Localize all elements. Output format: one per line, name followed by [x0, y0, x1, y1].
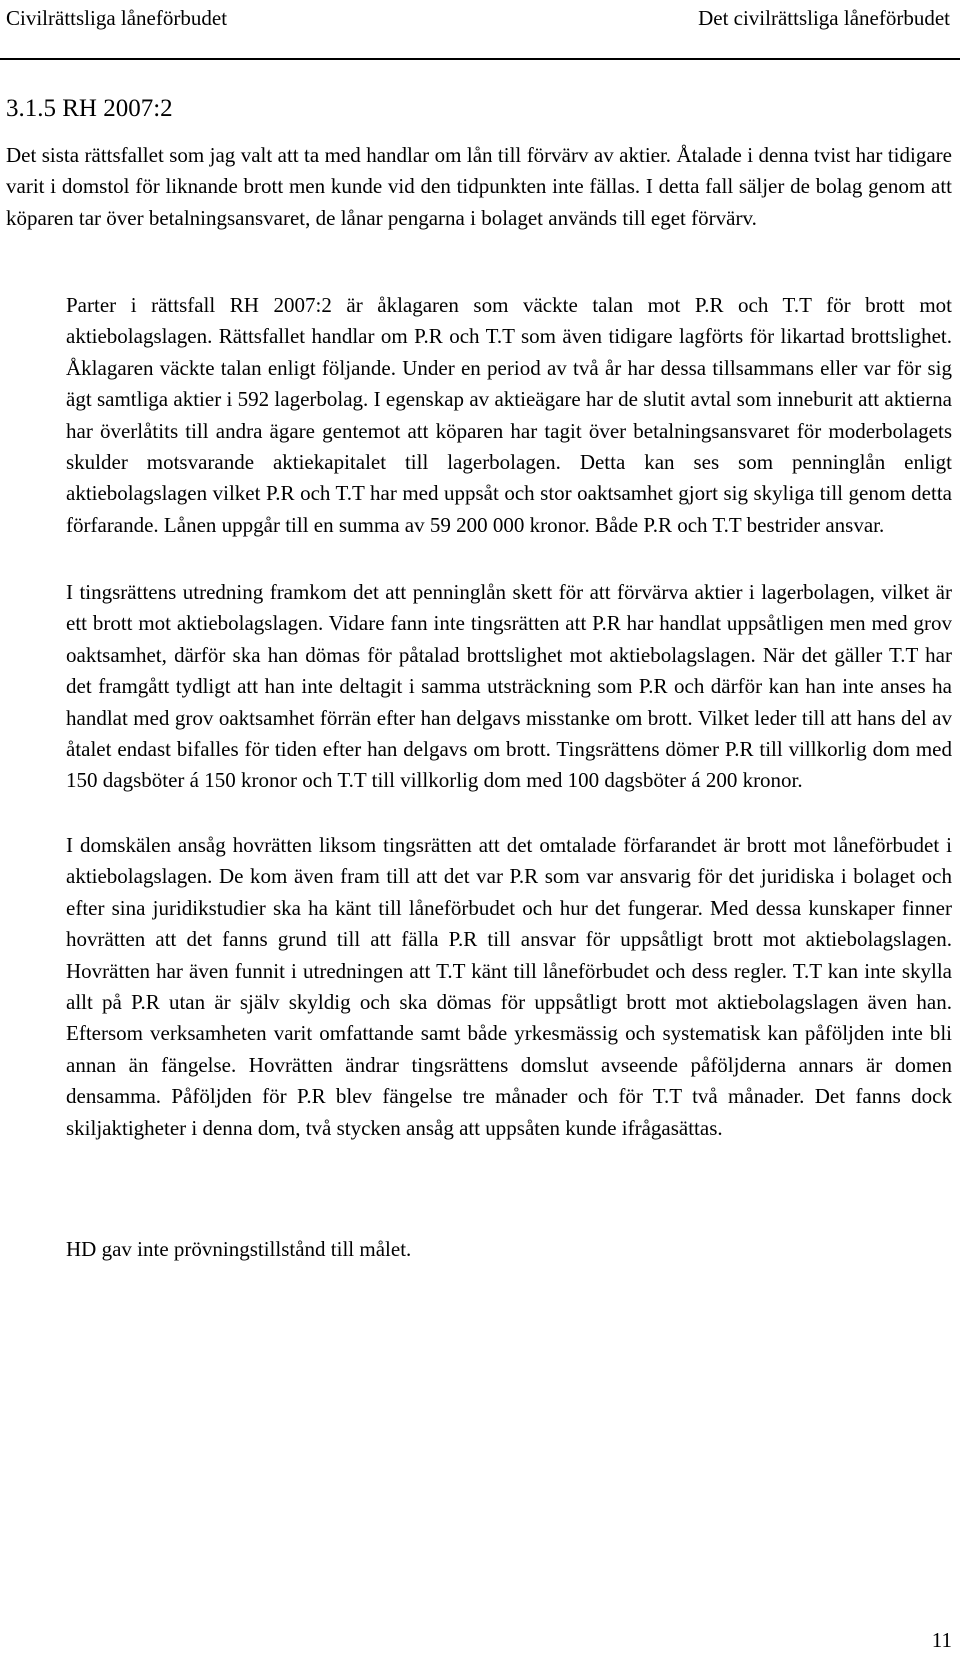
page-number: 11 — [931, 1628, 952, 1652]
section-heading: 3.1.5 RH 2007:2 — [6, 95, 173, 122]
paragraph-parties: Parter i rättsfall RH 2007:2 är åklagaren som väckte talan mot P.R och T.T för brott mot aktiebolagslagen. Rättsfallet handlar om P.R och T.T som även tidigare lagförts för likartad brottslighet. Åklagaren väckte talan enligt följande. Under en period av två år har dessa tillsammans eller var för sig ägt samtliga aktier i 592 lagerbolag. I egenskap av aktieägare har de slutit avtal som inneburit att aktierna har överlåtits till andra ägare gentemot att köparen har tagit över betalningsansvaret för moderbolagets skulder motsvarande aktiekapitalet till lagerbolagen. Detta kan ses som penninglån enligt aktiebolagslagen vilket P.R och T.T har med uppsåt och stor oaktsamhet gjort sig skyliga till genom detta förfarande. Lånen uppgår till en summa av 59 200 000 kronor. Både P.R och T.T bestrider ansvar. — [66, 293, 952, 537]
paragraph-intro: Det sista rättsfallet som jag valt att ta med handlar om lån till förvärv av aktier. Åtalade i denna tvist har tidigare varit i domstol för liknande brott men kunde vid den tidpunkten inte fällas. I detta fall säljer de bolag genom att köparen tar över betalningsansvaret, de lånar pengarna i bolaget används till eget förvärv. — [6, 143, 952, 230]
header-left-title: Civilrättsliga låneförbudet — [6, 6, 228, 30]
paragraph-district-court: I tingsrättens utredning framkom det att penninglån skett för att förvärva aktier i lagerbolagen, vilket är ett brott mot aktiebolagslagen. Vidare fann inte tingsrätten att P.R har handlat uppsåtligen men med grov oaktsamhet, därför ska han dömas för påtalad brottslighet mot aktiebolagslagen. När det gäller T.T har det framgått tydligt att han inte deltagit i samma utsträckning som P.R och därför kan han inte anses ha handlat med grov oaktsamhet förrän efter han delgavs misstanke om brott. Vilket leder till att hans del av åtalet endast bifalles för tiden efter han delgavs om brott. Tingsrättens dömer P.R till villkorlig dom med 150 dagsböter á 150 kronor och T.T till villkorlig dom med 100 dagsböter á 200 kronor. — [66, 580, 952, 793]
paragraph-court-of-appeal: I domskälen ansåg hovrätten liksom tingsrätten att det omtalade förfarandet är brott mot låneförbudet i aktiebolagslagen. De kom även fram till att det var P.R som var ansvarig för det juridiska i bolaget och efter sina juridikstudier ska ha känt till låneförbudet och hur det fungerar. Med dessa kunskaper finner hovrätten att det fanns grund till att fälla P.R till ansvar för uppsåtligt brott mot aktiebolagslagen. Hovrätten har även funnit i utredningen att T.T känt till låneförbudet och dess regler. T.T kan inte skylla allt på P.R utan är själv skyldig och ska dömas för uppsåtligt brott mot aktiebolagslagen även han. Eftersom verksamheten varit omfattande samt både yrkesmässig och systematisk kan påföljden inte bli annan än fängelse. Hovrätten ändrar tingsrättens domslut avseende påföljderna annars är domen densamma. Påföljden för P.R blev fängelse tre månader och för T.T två månader. Det fanns dock skiljaktigheter i denna dom, två stycken ansåg att uppsåten kunde ifrågasättas. — [66, 833, 952, 1140]
header-right-title: Det civilrättsliga låneförbudet — [698, 6, 950, 30]
paragraph-supreme-court: HD gav inte prövningstillstånd till målet. — [66, 1237, 412, 1261]
running-header — [0, 4, 960, 60]
